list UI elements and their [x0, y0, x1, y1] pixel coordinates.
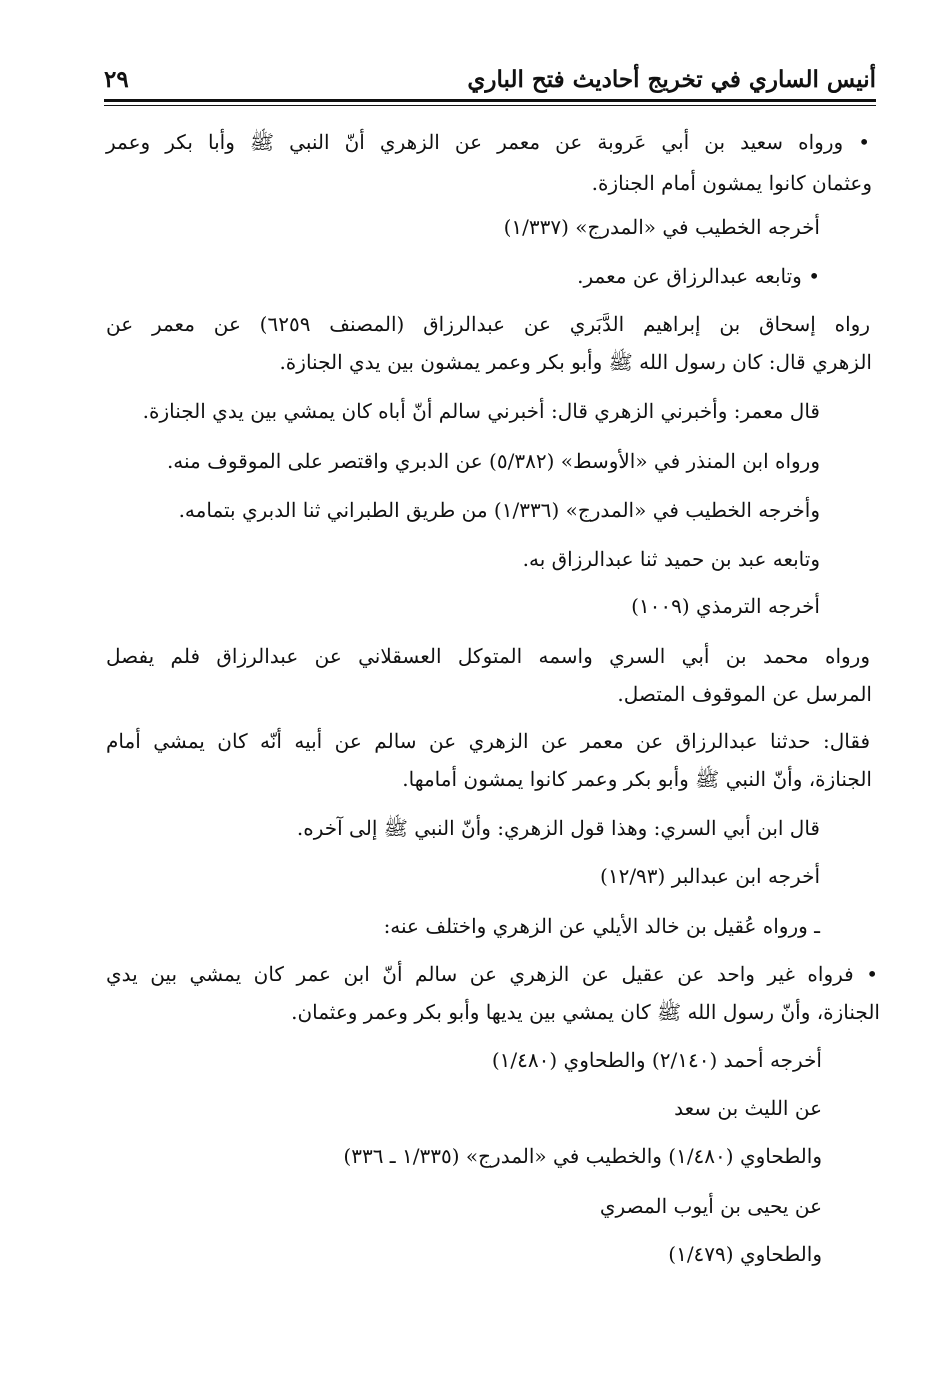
running-header [104, 60, 876, 100]
page-number: ٢٩ [104, 66, 129, 93]
text-line: فقال: حدثنا عبدالرزاق عن معمر عن الزهري عن سالم عن أبيه أنّه كان يمشي أمام [106, 729, 870, 753]
text-line: أخرجه الترمذي (١٠٠٩) [631, 594, 820, 618]
text-line: أخرجه الخطيب في «المدرج» (١/٣٣٧) [503, 215, 820, 239]
text-line: أخرجه أحمد (٢/١٤٠) والطحاوي (١/٤٨٠) [491, 1048, 822, 1072]
header-rule-thin [104, 105, 876, 106]
text-line: المرسل عن الموقوف المتصل. [617, 682, 872, 706]
text-line: عن يحيى بن أيوب المصري [599, 1194, 822, 1218]
text-line: • وتابعه عبدالرزاق عن معمر. [577, 264, 820, 288]
header-rule-thick [104, 99, 876, 102]
text-line: الجنازة، وأنّ النبي ﷺ وأبو بكر وعمر كانوا يمشون أمامها. [402, 767, 872, 791]
text-line: الزهري قال: كان رسول الله ﷺ وأبو بكر وعمر يمشون بين يدي الجنازة. [279, 350, 872, 374]
text-line: وأخرجه الخطيب في «المدرج» (١/٣٣٦) من طريق الطبراني ثنا الدبري بتمامه. [178, 498, 820, 522]
text-line: قال معمر: وأخبرني الزهري قال: أخبرني سالم أنّ أباه كان يمشي بين يدي الجنازة. [142, 399, 820, 423]
text-line: ـ ورواه عُقيل بن خالد الأيلي عن الزهري واختلف عنه: [383, 914, 820, 938]
text-line: أخرجه ابن عبدالبر (١٢/٩٣) [600, 864, 820, 888]
text-line: عن الليث بن سعد [674, 1096, 822, 1120]
text-line: رواه إسحاق بن إبراهيم الدَّبَري عن عبدالرزاق (المصنف ٦٢٥٩) عن معمر عن [106, 312, 870, 336]
text-line: وعثمان كانوا يمشون أمام الجنازة. [591, 171, 872, 195]
book-title: أنيس الساري في تخريج أحاديث فتح الباري [467, 66, 876, 93]
text-line: ورواه محمد بن أبي السري واسمه المتوكل العسقلاني عن عبدالرزاق فلم يفصل [106, 644, 870, 668]
text-line: قال ابن أبي السري: وهذا قول الزهري: وأنّ النبي ﷺ إلى آخره. [296, 816, 820, 840]
text-line: الجنازة، وأنّ رسول الله ﷺ كان يمشي بين يديها وأبو بكر وعمر وعثمان. [291, 1000, 880, 1024]
text-line: ورواه ابن المنذر في «الأوسط» (٥/٣٨٢) عن الدبري واقتصر على الموقوف منه. [166, 449, 820, 473]
text-line: • فرواه غير واحد عن عقيل عن الزهري عن سالم أنّ ابن عمر كان يمشي بين يدي [106, 962, 878, 986]
text-line: والطحاوي (١/٤٧٩) [668, 1242, 822, 1266]
text-line: وتابعه عبد بن حميد ثنا عبدالرزاق به. [522, 547, 820, 571]
text-line: والطحاوي (١/٤٨٠) والخطيب في «المدرج» (١/٣٣٥ ـ ٣٣٦) [343, 1144, 822, 1168]
text-line: • ورواه سعيد بن أبي عَروبة عن معمر عن الزهري أنّ النبي ﷺ وأبا بكر وعمر [106, 130, 870, 154]
